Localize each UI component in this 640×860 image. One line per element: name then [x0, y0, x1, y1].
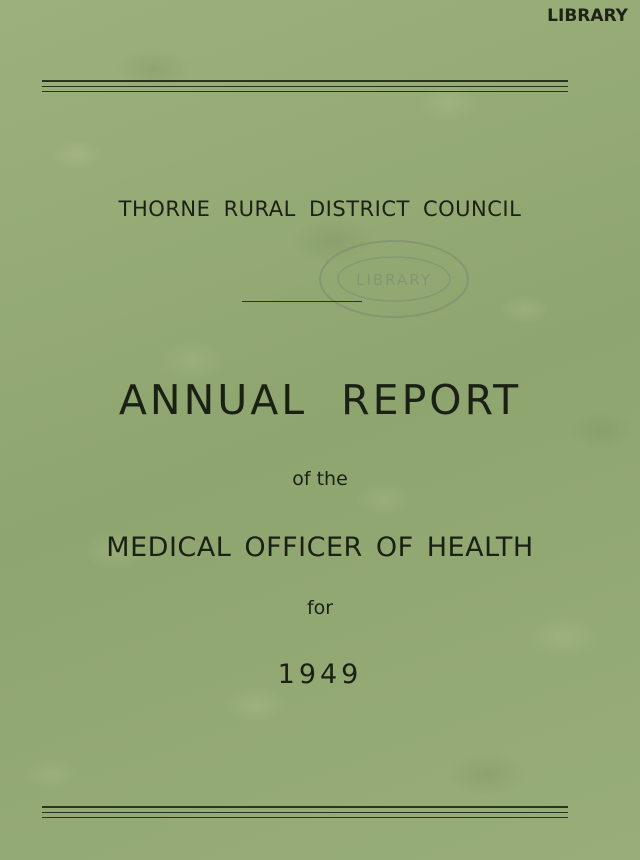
report-year: 1949: [277, 659, 363, 690]
top-double-rule: [42, 80, 568, 96]
connector-of-the: of the: [292, 468, 348, 490]
stamp-text: LIBRARY: [356, 271, 432, 289]
bottom-double-rule: [42, 806, 568, 822]
top-rule-line: [42, 91, 568, 92]
divider-rule: [242, 301, 362, 302]
library-stamp: [318, 238, 470, 320]
top-rule-line: [42, 80, 568, 82]
council-name: THORNE RURAL DISTRICT COUNCIL: [118, 197, 522, 221]
report-title: ANNUAL REPORT: [118, 376, 522, 424]
library-corner-label: LIBRARY: [547, 6, 628, 26]
connector-for: for: [306, 597, 334, 619]
top-rule-line: [42, 86, 568, 87]
bottom-rule-line: [42, 812, 568, 813]
report-subtitle: MEDICAL OFFICER OF HEALTH: [106, 532, 534, 563]
bottom-rule-line: [42, 817, 568, 818]
bottom-rule-line: [42, 806, 568, 808]
